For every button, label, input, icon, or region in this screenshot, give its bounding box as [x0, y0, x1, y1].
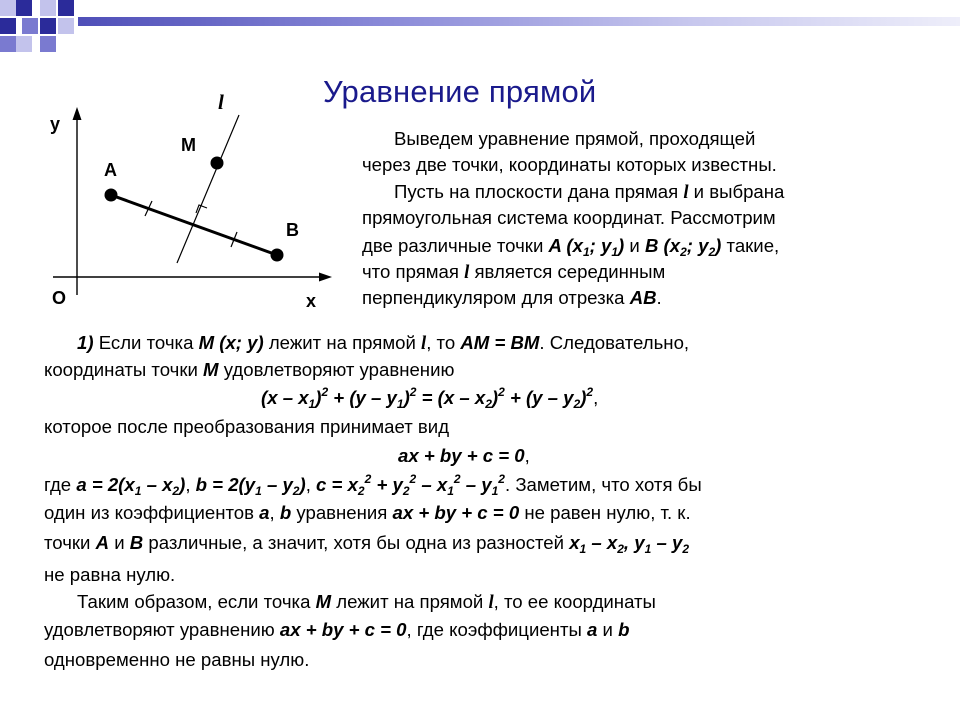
coefficient-c: $c = x_2^2 + y_2^2 - x_1^2 - y_1^2$ [316, 472, 505, 498]
point-b: B [129, 532, 144, 553]
line-l-symbol: l [421, 333, 427, 354]
text: прямоугольная система координат. Рассмотрим [362, 207, 776, 228]
deco-square [58, 18, 74, 34]
point-b-dot [271, 249, 284, 262]
text: Пусть на плоскости дана прямая [394, 181, 684, 202]
line-l-label: l [218, 90, 224, 114]
text: Выведем уравнение прямой, проходящей [394, 128, 756, 149]
intro-line-1 [394, 126, 755, 152]
line-equation: ax + by + c = 0 [398, 445, 525, 466]
deco-square [16, 0, 32, 16]
coef-a: a [587, 619, 598, 640]
deco-square [58, 0, 74, 16]
text: две различные точки [362, 235, 549, 256]
deco-square [22, 18, 38, 34]
intro-line-3 [394, 179, 784, 206]
y-axis-label: y [50, 114, 61, 134]
right-angle-mark [196, 205, 207, 213]
coefficient-b: $b = 2(y_1 - y_2)$ [195, 474, 306, 498]
body-line-12: одновременно не равны нулю. [44, 649, 310, 670]
item-number: 1) [77, 332, 94, 353]
point-m: M [315, 591, 332, 612]
deco-square [0, 18, 16, 34]
intro-line-7: перпендикуляром для отрезка AB. [362, 287, 662, 308]
line-equation: ax + by + c = 0 [392, 502, 520, 523]
point-a-coords: A ($x_1$; $y_1$) [548, 235, 625, 259]
intro-line-5 [362, 233, 779, 259]
segment-ab [111, 195, 277, 255]
text: через две точки, координаты которых известны. [362, 154, 777, 175]
coef-a: a [259, 502, 270, 523]
point-m-dot [211, 157, 224, 170]
body-line-8: точки A и B различные, а значит, хотя бы одна из разностей $x_1 - x_2$, $y_1 - y_2$ [44, 532, 689, 556]
body-line-4: которое после преобразования принимает вид [44, 416, 450, 437]
point-m-coords: M (x; y) [198, 332, 264, 353]
coordinate-figure [40, 90, 340, 315]
deco-square [16, 36, 32, 52]
body-line-1: 1) Если точка M (x; y) лежит на прямой l, то AM = BM. Следовательно, [77, 332, 690, 354]
line-l-symbol: l [683, 182, 689, 203]
body-line-6: где $a = 2(x_1 - x_2)$, $b = 2(y_1 - y_2)$, $c = x_2^2 + y_2^2 - x_1^2 - y_1^2$. Заметим, что хотя бы [44, 472, 702, 498]
point-a-label: A [104, 160, 117, 180]
figure-drawing [40, 95, 340, 315]
x-axis-label: x [306, 291, 317, 311]
body-line-2: координаты точки M удовлетворяют уравнению [44, 359, 455, 380]
point-m-label: M [181, 135, 196, 155]
body-line-11: удовлетворяют уравнению ax + by + c = 0, где коэффициенты a и b [44, 619, 630, 640]
origin-label: O [52, 288, 67, 308]
line-l-symbol: l [488, 592, 494, 613]
y-axis-arrow [73, 107, 82, 120]
deco-square [40, 36, 56, 52]
segment-ab-name: AB [629, 287, 657, 308]
coefficient-a: $a = 2(x_1 - x_2)$ [76, 474, 186, 498]
point-a: A [95, 532, 110, 553]
deco-square [40, 0, 56, 16]
text: и [624, 235, 645, 256]
intro-line-4 [362, 205, 776, 231]
point-b-coords: B ($x_2$; $y_2$) [644, 235, 722, 259]
x-axis-arrow [319, 273, 332, 282]
text: и выбрана [688, 181, 785, 202]
intro-line-2 [362, 152, 777, 178]
equation: AM = BM [460, 332, 540, 353]
text: перпендикуляром для отрезка [362, 287, 630, 308]
point-a-dot [105, 189, 118, 202]
intro-line-6 [362, 259, 665, 286]
point-b-label: B [286, 220, 299, 240]
distance-equation: $(x - x_1)^2 + (y - y_1)^2 = (x - x_2)^2 + (y - y_2)^2$ [261, 385, 594, 411]
body-line-9: не равна нулю. [44, 564, 176, 585]
deco-square [0, 36, 16, 52]
deco-square [0, 0, 16, 16]
line-l-symbol: l [464, 262, 470, 283]
body-line-3-equation: $(x - x_1)^2 + (y - y_1)^2 = (x - x_2)^2 + (y - y_2)^2$, [261, 385, 599, 411]
coef-b: b [618, 619, 630, 640]
body-line-5-equation: ax + by + c = 0, [398, 445, 530, 466]
text: что прямая [362, 261, 465, 282]
slide-title: Уравнение прямой [323, 74, 597, 109]
header-gradient-bar [78, 17, 960, 26]
body-line-10: Таким образом, если точка M лежит на прямой l, то ее координаты [77, 591, 656, 613]
line-equation: ax + by + c = 0 [279, 619, 407, 640]
differences: $x_1 - x_2$, $y_1 - y_2$ [569, 532, 689, 556]
coef-b: b [279, 502, 292, 523]
deco-square [40, 18, 56, 34]
body-line-7: один из коэффициентов a, b уравнения ax + by + c = 0 не равен нулю, т. к. [44, 502, 691, 523]
text: такие, [721, 235, 780, 256]
text: является серединным [469, 261, 666, 282]
point-m: M [203, 359, 219, 380]
